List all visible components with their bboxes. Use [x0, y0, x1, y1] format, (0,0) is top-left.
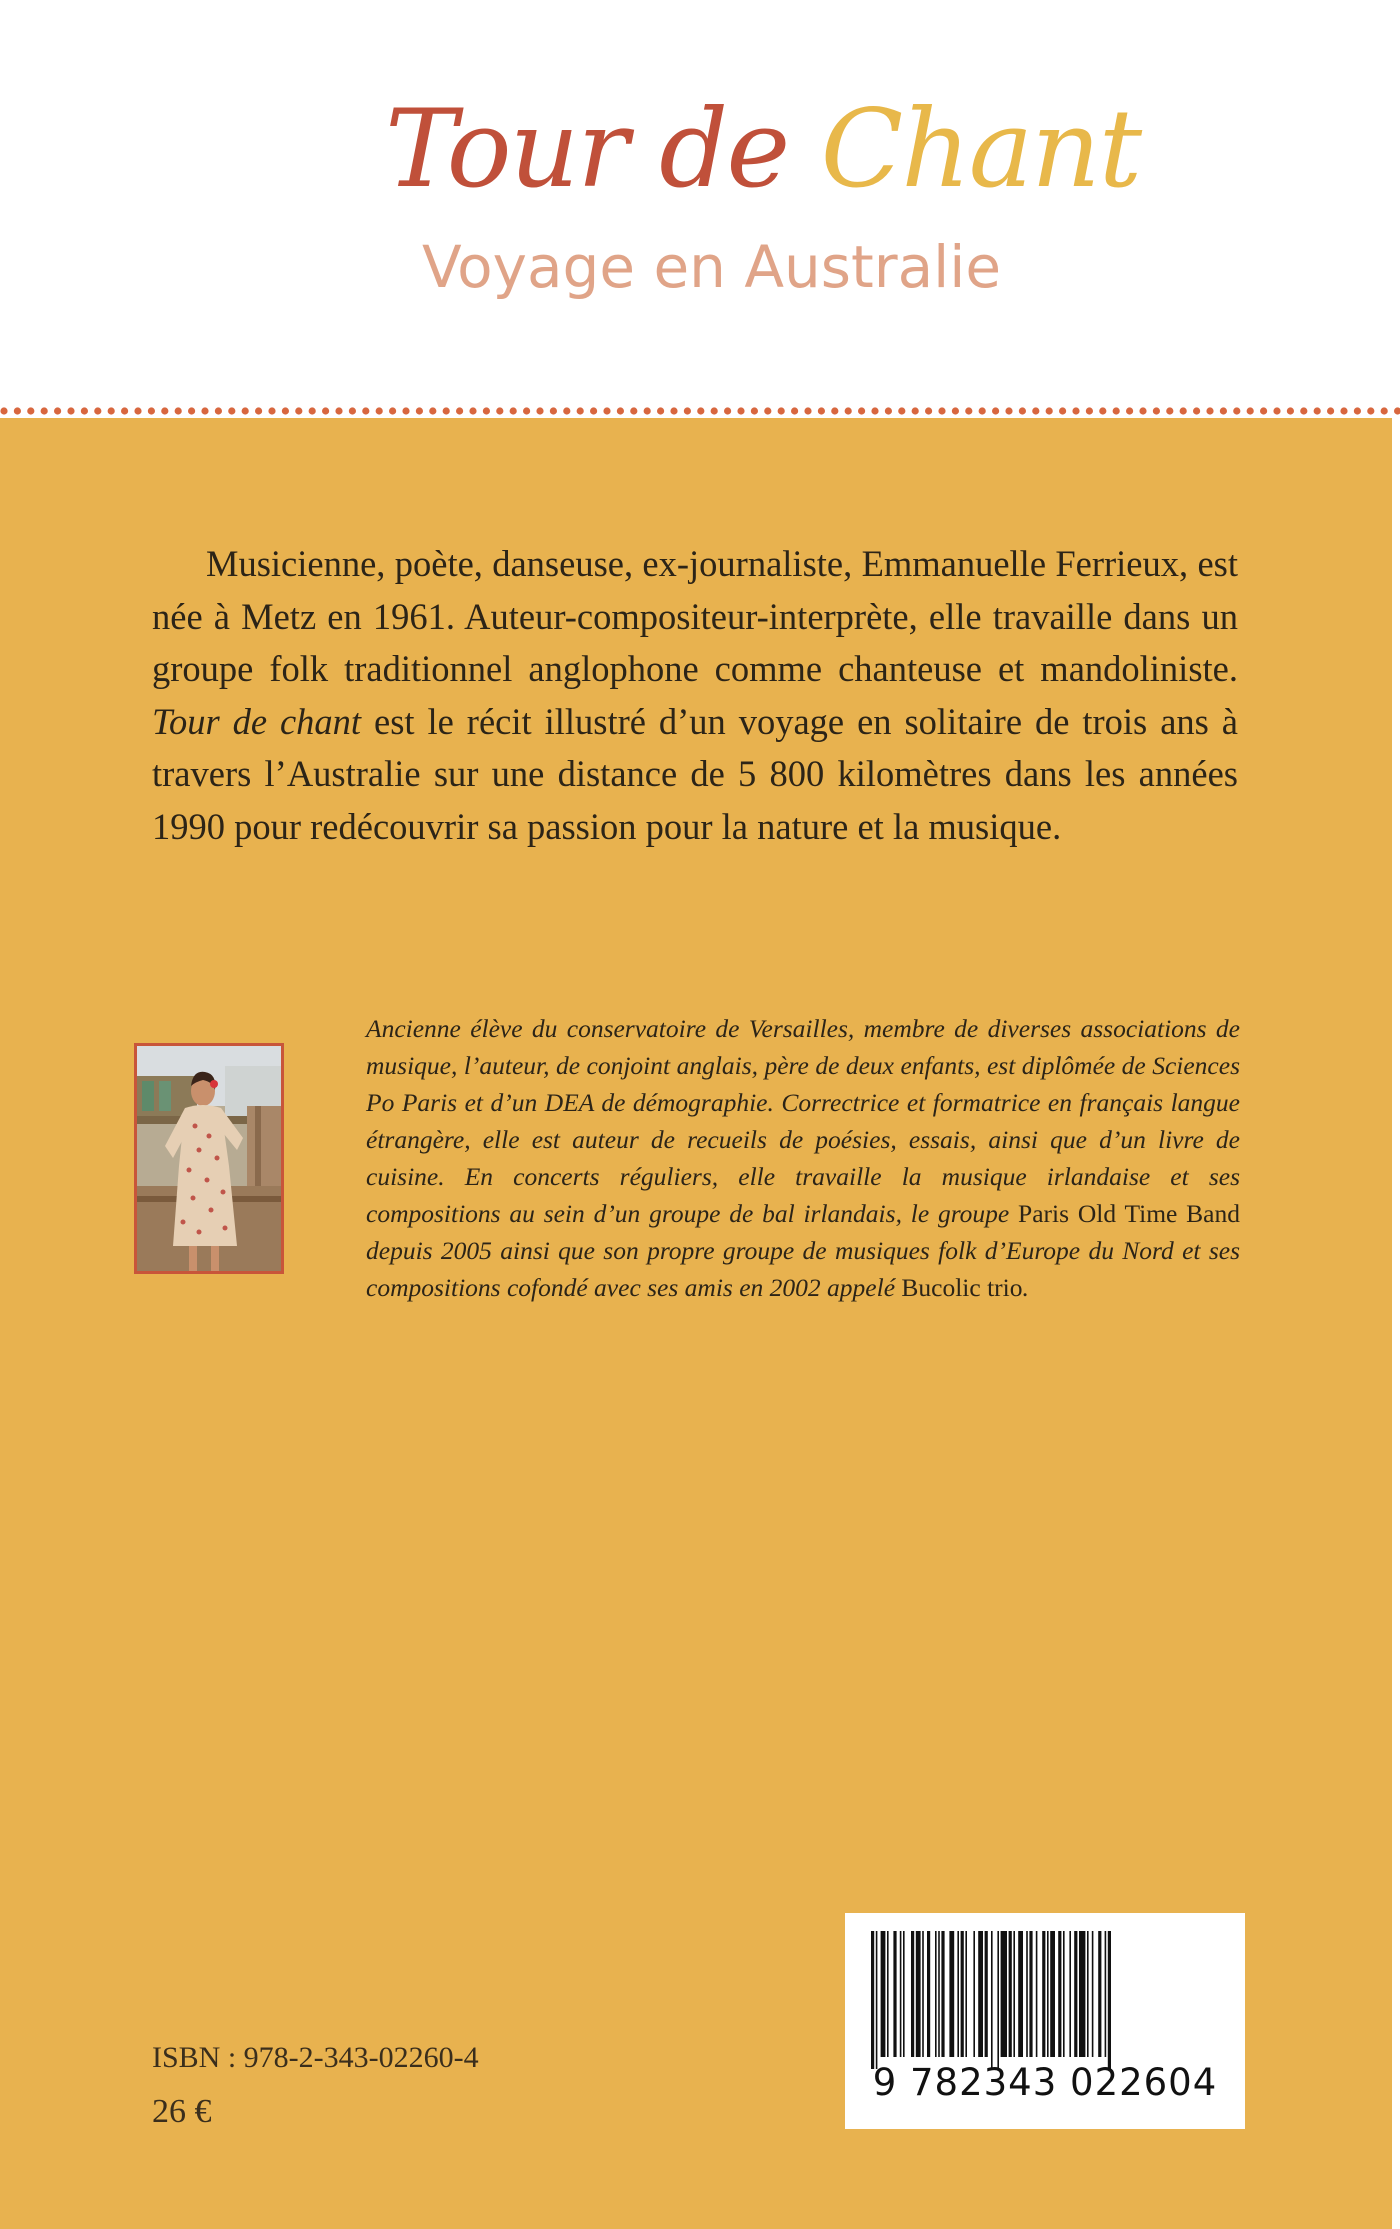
barcode-bar [1042, 1931, 1045, 2057]
divider-dot [1032, 407, 1039, 414]
divider-dot [1233, 407, 1240, 414]
divider-dot [1166, 407, 1173, 414]
divider-dot [1381, 407, 1388, 414]
divider-dot [965, 407, 972, 414]
divider-dot [1019, 407, 1026, 414]
divider-dot [443, 407, 450, 414]
divider-dot [737, 407, 744, 414]
divider-dot [295, 407, 302, 414]
divider-dot [309, 407, 316, 414]
barcode-bar [876, 1931, 878, 2069]
divider-dot [603, 407, 610, 414]
divider-dot [1005, 407, 1012, 414]
page-edge [1392, 418, 1400, 2229]
summary-title-italic: Tour de chant [152, 700, 362, 742]
barcode-bar [1105, 1931, 1107, 2057]
barcode-bar [1047, 1931, 1049, 2057]
barcode-bar [938, 1931, 940, 2057]
divider-dot [1394, 407, 1400, 414]
divider-dot [1367, 407, 1374, 414]
barcode-bar [1079, 1931, 1085, 2057]
divider-dot [684, 407, 691, 414]
barcode-bar [1050, 1931, 1055, 2057]
divider-dot [416, 407, 423, 414]
bio-band-name-1: Paris Old Time Band [1018, 1199, 1240, 1228]
divider-dot [1300, 407, 1307, 414]
divider-dot [376, 407, 383, 414]
divider-dot [751, 407, 758, 414]
barcode-bar [1036, 1931, 1038, 2057]
barcode-bar [1069, 1931, 1071, 2057]
barcode-bar [961, 1931, 964, 2057]
divider-dot [1072, 407, 1079, 414]
divider-dot [724, 407, 731, 414]
divider-dot [108, 407, 115, 414]
barcode-bar [887, 1931, 889, 2057]
barcode-bar [991, 1931, 993, 2069]
divider-dot [27, 407, 34, 414]
divider-dot [349, 407, 356, 414]
barcode-bar [1026, 1931, 1028, 2057]
divider-dot [1193, 407, 1200, 414]
divider-dot [590, 407, 597, 414]
divider-dot [242, 407, 249, 414]
author-photo-image [137, 1046, 281, 1271]
divider-dot [1059, 407, 1066, 414]
bio-band-name-2: Bucolic trio [901, 1273, 1023, 1302]
divider-dot [818, 407, 825, 414]
divider-dot [1046, 407, 1053, 414]
divider-dot [1180, 407, 1187, 414]
divider-dot [550, 407, 557, 414]
barcode-bar [903, 1931, 905, 2057]
divider-dot [268, 407, 275, 414]
divider-dot [94, 407, 101, 414]
divider-dot [1099, 407, 1106, 414]
barcode-bar [949, 1931, 954, 2057]
divider-dot [496, 407, 503, 414]
barcode-bar [1058, 1931, 1061, 2057]
barcode-bar [1098, 1931, 1101, 2057]
divider-dot [523, 407, 530, 414]
book-title-part2: Chant [820, 87, 1141, 212]
divider-dot [389, 407, 396, 414]
divider-dot [630, 407, 637, 414]
divider-dot [845, 407, 852, 414]
barcode-bar [1108, 1931, 1111, 2069]
divider-dot [952, 407, 959, 414]
divider-dot [148, 407, 155, 414]
barcode-bar [916, 1931, 921, 2057]
divider-dot [1126, 407, 1133, 414]
divider-dot [617, 407, 624, 414]
divider-dot [1287, 407, 1294, 414]
divider-dot [670, 407, 677, 414]
isbn-number: ISBN : 978-2-343-02260-4 [152, 2041, 479, 2074]
barcode-bar [881, 1931, 886, 2057]
divider-dot [1206, 407, 1213, 414]
divider-dot [67, 407, 74, 414]
divider-dot [711, 407, 718, 414]
divider-dot [322, 407, 329, 414]
barcode-bar [1063, 1931, 1065, 2057]
barcode [845, 1913, 1245, 2129]
barcode-bar [935, 1931, 937, 2057]
divider-dot [201, 407, 208, 414]
divider-dot [402, 407, 409, 414]
divider-dot [335, 407, 342, 414]
barcode-bar [922, 1931, 924, 2057]
barcode-bar [1009, 1931, 1012, 2057]
divider-dot [1314, 407, 1321, 414]
book-title-part1: Tour de [385, 87, 789, 212]
cover-header [0, 0, 1400, 405]
barcode-bar [1092, 1931, 1094, 2057]
divider-dot [81, 407, 88, 414]
divider-dot [858, 407, 865, 414]
divider-dot [54, 407, 61, 414]
divider-dot [657, 407, 664, 414]
summary-text-end: est le récit illustré d’un voyage en solitaire de trois ans à travers l’Australie sur une distance de 5 800 kilomètres dans les années 1990 pour redécouvrir sa passion pour la nature et la musique. [152, 700, 1238, 847]
barcode-bar [1018, 1931, 1023, 2057]
divider-dot [121, 407, 128, 414]
divider-dot [1220, 407, 1227, 414]
divider-dot [871, 407, 878, 414]
divider-dot [1113, 407, 1120, 414]
book-title [385, 87, 1141, 212]
divider-dot [134, 407, 141, 414]
barcode-bar [871, 1931, 874, 2069]
barcode-bar [1001, 1931, 1007, 2057]
divider-dot [764, 407, 771, 414]
book-price: 26 € [152, 2093, 212, 2130]
divider-dot [992, 407, 999, 414]
divider-dot [483, 407, 490, 414]
barcode-bar [900, 1931, 902, 2057]
divider-dot [469, 407, 476, 414]
divider-dot [912, 407, 919, 414]
divider-dot [175, 407, 182, 414]
dotted-divider [0, 404, 1400, 418]
divider-dot [644, 407, 651, 414]
summary-text-start: Musicienne, poète, danseuse, ex-journaliste, Emmanuelle Ferrieux, est née à Metz en 1961. Auteur-compositeur-interprète, elle travaille dans un groupe folk traditionnel anglophone comme chanteuse et mandoliniste. [152, 543, 1238, 689]
divider-dot [1086, 407, 1093, 414]
bio-text-3: . [1022, 1273, 1029, 1302]
barcode-bar [1029, 1931, 1032, 2057]
divider-dot [1340, 407, 1347, 414]
barcode-bar [893, 1931, 896, 2057]
barcode-bar [1087, 1931, 1089, 2057]
barcode-bar [1074, 1931, 1077, 2057]
divider-dot [778, 407, 785, 414]
divider-dot [1139, 407, 1146, 414]
divider-dot [282, 407, 289, 414]
divider-dot [563, 407, 570, 414]
divider-dot [1153, 407, 1160, 414]
book-subtitle: Voyage en Australie [422, 233, 1002, 301]
divider-dot [41, 407, 48, 414]
divider-dot [161, 407, 168, 414]
barcode-bar [941, 1931, 944, 2057]
book-summary [152, 538, 1238, 853]
divider-dot [697, 407, 704, 414]
barcode-bar [965, 1931, 967, 2057]
divider-dot [14, 407, 21, 414]
barcode-digits: 9 782343 022604 [872, 2061, 1218, 2104]
divider-dot [938, 407, 945, 414]
divider-dot [215, 407, 222, 414]
divider-dot [979, 407, 986, 414]
author-biography [366, 1010, 1240, 1306]
barcode-bar [978, 1931, 983, 2057]
barcode-bar [927, 1931, 930, 2057]
divider-dot [885, 407, 892, 414]
bio-text-2: depuis 2005 ainsi que son propre groupe de musiques folk d’Europe du Nord et ses compositions cofondé avec ses amis en 2002 appelé [366, 1236, 1240, 1302]
divider-dot [362, 407, 369, 414]
divider-dot [1247, 407, 1254, 414]
barcode-bar [957, 1931, 959, 2057]
barcode-bar [997, 1931, 999, 2069]
divider-dot [510, 407, 517, 414]
divider-dot [1327, 407, 1334, 414]
barcode-bar [985, 1931, 988, 2057]
divider-dot [188, 407, 195, 414]
divider-dot [925, 407, 932, 414]
barcode-bar [1013, 1931, 1015, 2057]
divider-dot [577, 407, 584, 414]
divider-dot [255, 407, 262, 414]
divider-dot [791, 407, 798, 414]
divider-dot [1273, 407, 1280, 414]
divider-dot [1354, 407, 1361, 414]
divider-dot [228, 407, 235, 414]
bio-text-1: Ancienne élève du conservatoire de Versailles, membre de diverses associations de musique, l’auteur, de conjoint anglais, père de deux enfants, est diplômée de Sciences Po Paris et d’un DEA de démographie. Correctrice et formatrice en français langue étrangère, elle est auteur de recueils de poésies, essais, ainsi que d’un livre de cuisine. En concerts réguliers, elle travaille la musique irlandaise et ses compositions au sein d’un groupe de bal irlandais, le groupe [366, 1014, 1240, 1228]
divider-dot [536, 407, 543, 414]
divider-dot [429, 407, 436, 414]
divider-dot [1260, 407, 1267, 414]
author-photo [134, 1043, 284, 1274]
divider-dot [804, 407, 811, 414]
divider-dot [0, 407, 7, 414]
divider-dot [831, 407, 838, 414]
divider-dot [898, 407, 905, 414]
barcode-bar [973, 1931, 975, 2057]
barcode-bar [911, 1931, 914, 2057]
divider-dot [456, 407, 463, 414]
